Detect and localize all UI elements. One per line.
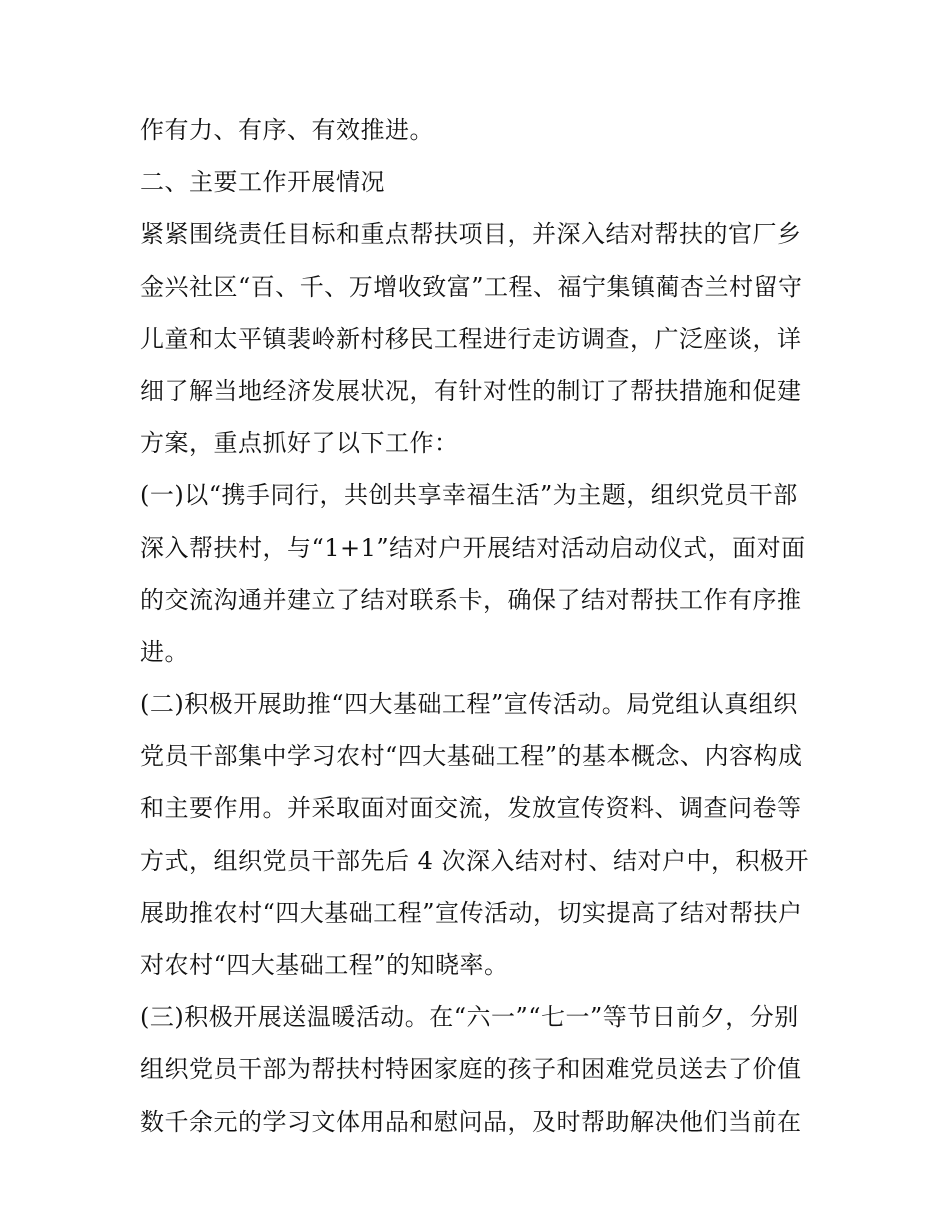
text-line: 数千余元的学习文体用品和慰问品，及时帮助解决他们当前在	[140, 1107, 802, 1136]
text-line: 儿童和太平镇裴岭新村移民工程进行走访调查，广泛座谈，详	[140, 324, 802, 353]
text-line: 的交流沟通并建立了结对联系卡，确保了结对帮扶工作有序推	[140, 585, 802, 614]
text-line: 党员干部集中学习农村“四大基础工程”的基本概念、内容构成	[140, 742, 803, 771]
text-line: 紧紧围绕责任目标和重点帮扶项目，并深入结对帮扶的官厂乡	[140, 220, 802, 249]
text-line: 细了解当地经济发展状况，有针对性的制订了帮扶措施和促建	[140, 376, 802, 405]
text-line: 深入帮扶村，与“1+1”结对户开展结对活动启动仪式，面对面	[140, 533, 806, 562]
text-line: 和主要作用。并采取面对面交流，发放宣传资料、调查问卷等	[140, 794, 802, 823]
section-heading: 二、主要工作开展情况	[140, 168, 385, 197]
text-line: 方案，重点抓好了以下工作：	[140, 429, 459, 458]
text-line: 组织党员干部为帮扶村特困家庭的孩子和困难党员送去了价值	[140, 1055, 802, 1084]
body-text	[140, 104, 820, 1148]
text-line: 进。	[140, 637, 189, 666]
text-line: 金兴社区“百、千、万增收致富”工程、福宁集镇蔺杏兰村留守	[140, 272, 803, 301]
text-line: 作有力、有序、有效推进。	[140, 116, 434, 144]
text-line: (二)积极开展助推“四大基础工程”宣传活动。局党组认真组织	[140, 690, 798, 719]
text-line: 展助推农村“四大基础工程”宣传活动，切实提高了结对帮扶户	[140, 898, 803, 927]
text-line: (一)以“携手同行，共创共享幸福生活”为主题，组织党员干部	[140, 481, 798, 510]
text-line: 对农村“四大基础工程”的知晓率。	[140, 951, 509, 979]
text-line: (三)积极开展送温暖活动。在“六一”“七一”等节日前夕，分别	[140, 1003, 799, 1032]
text-line: 方式，组织党员干部先后 4 次深入结对村、结对户中，积极开	[140, 846, 810, 875]
